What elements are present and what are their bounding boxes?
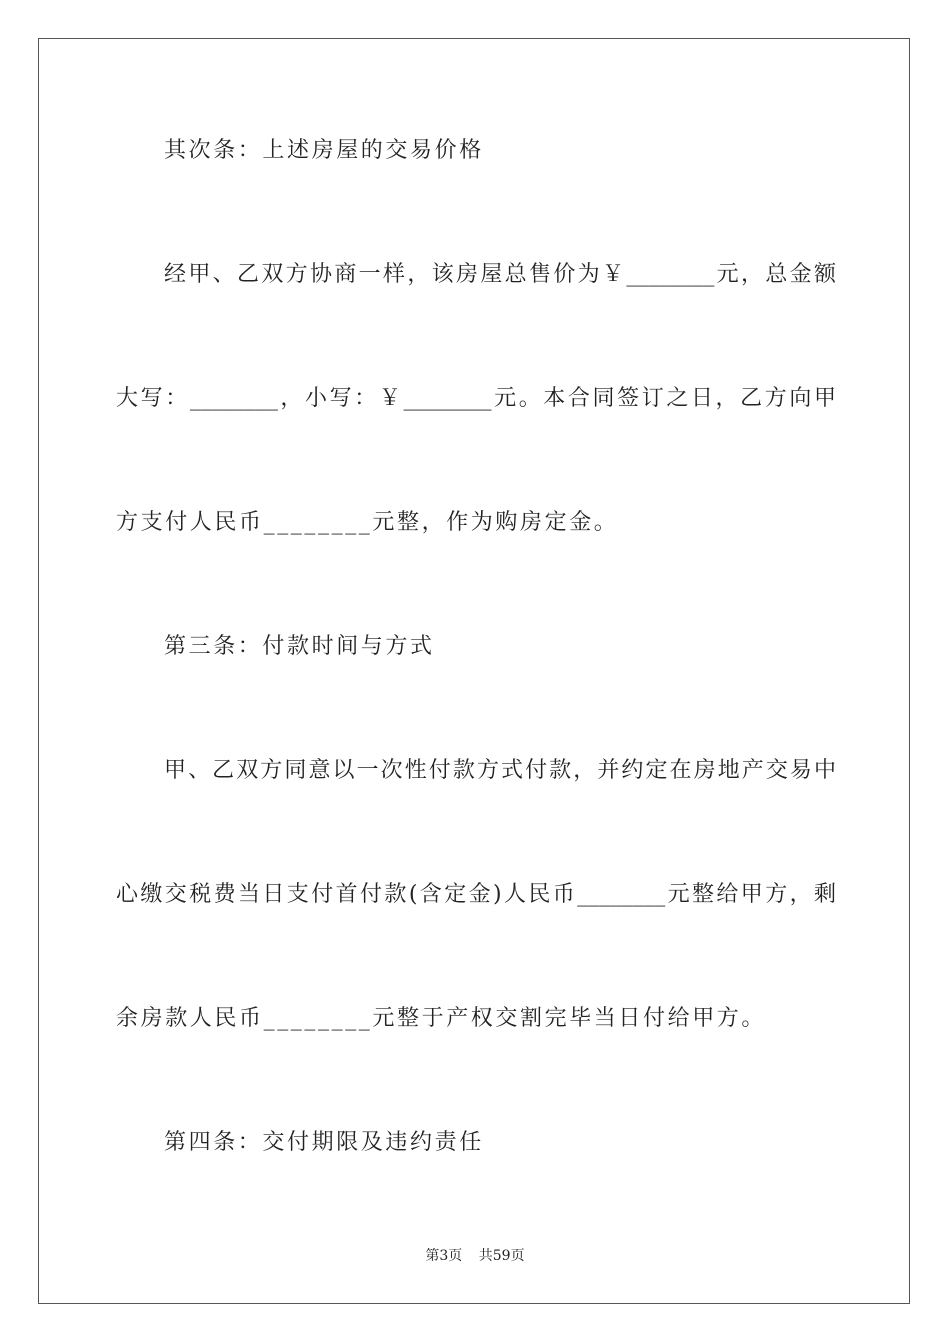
paragraph-line: 余房款人民币________元整于产权交割完毕当日付给甲方。	[116, 1006, 767, 1031]
page-number: 第3页	[425, 1248, 463, 1264]
paragraph-line: 心缴交税费当日支付首付款(含定金)人民币________元整给甲方，剩	[116, 882, 836, 907]
total-pages: 共59页	[478, 1248, 525, 1264]
article-heading-4: 第四条：交付期限及违约责任	[164, 1130, 484, 1155]
article-heading-2: 其次条：上述房屋的交易价格	[164, 138, 484, 163]
paragraph-line: 方支付人民币________元整，作为购房定金。	[116, 510, 619, 535]
paragraph-line: 大写：________，小写：￥________元。本合同签订之日，乙方向甲	[116, 386, 836, 411]
article-heading-3: 第三条：付款时间与方式	[164, 634, 435, 659]
page-frame	[38, 38, 910, 1304]
paragraph-line: 甲、乙双方同意以一次性付款方式付款，并约定在房地产交易中	[164, 758, 836, 783]
page-footer	[0, 1246, 950, 1266]
paragraph-line: 经甲、乙双方协商一样，该房屋总售价为￥________元，总金额	[164, 262, 836, 287]
